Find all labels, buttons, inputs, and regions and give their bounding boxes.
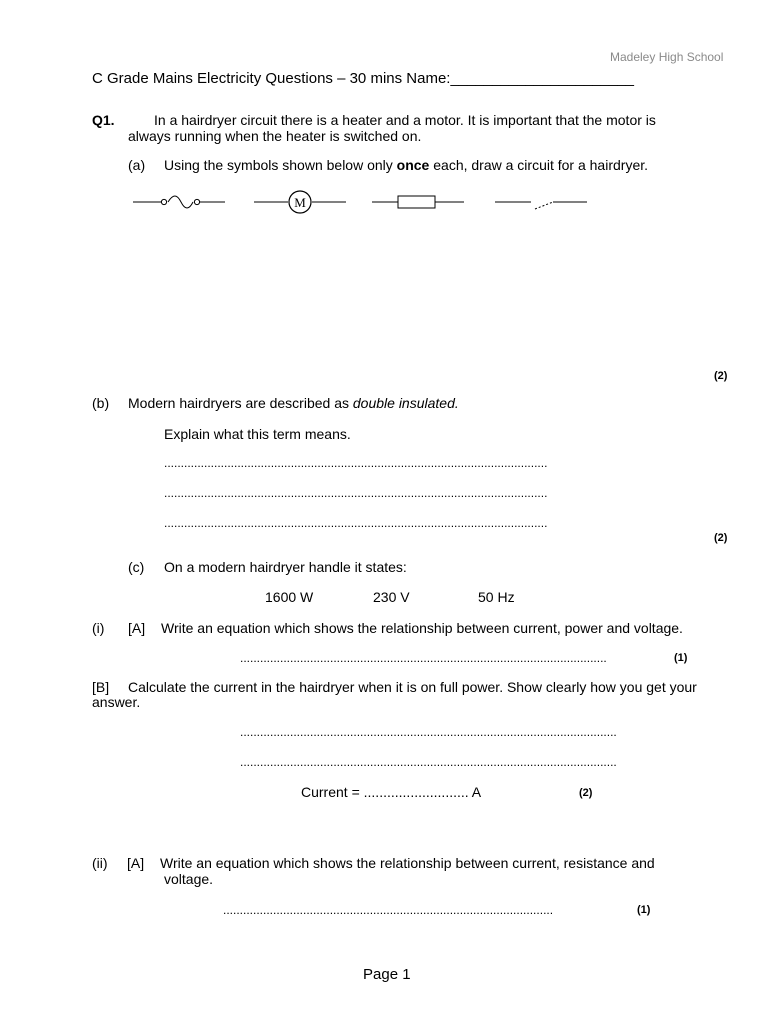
part-ci-a-text: Write an equation which shows the relationship between current, power and voltage. (161, 620, 683, 636)
part-b-label: (b) (92, 395, 110, 411)
resistor-heater-icon (372, 190, 464, 214)
part-cii-label: (ii) (92, 855, 108, 871)
part-b-prompt: Explain what this term means. (164, 426, 351, 442)
working-line[interactable]: ................................................................................................................. (240, 755, 617, 769)
part-c-text: On a modern hairdryer handle it states: (164, 559, 407, 575)
rating-frequency: 50 Hz (478, 589, 515, 605)
rating-power: 1600 W (265, 589, 314, 605)
part-cii-a-marks: (1) (637, 904, 651, 916)
part-a-label: (a) (128, 157, 146, 173)
page-number: Page 1 (363, 966, 411, 983)
switch-icon (495, 190, 587, 214)
part-ci-b-marks: (2) (579, 787, 593, 799)
motor-icon (254, 190, 346, 214)
part-ci-b-text-line1: Calculate the current in the hairdryer when it is on full power. Show clearly how you get your (128, 679, 697, 695)
motor-letter: M (294, 195, 306, 210)
part-a-marks: (2) (714, 370, 728, 382)
answer-line[interactable]: ................................................................................................... (223, 903, 554, 917)
part-b-text: Modern hairdryers are described as double insulated. (128, 395, 459, 411)
q1-intro-line2: always running when the heater is switched on. (128, 128, 422, 144)
page-title: C Grade Mains Electricity Questions – 30 mins Name:______________________ (92, 70, 634, 87)
part-cii-a-label: [A] (127, 855, 145, 871)
part-cii-a-text-line1: Write an equation which shows the relationship between current, resistance and (160, 855, 655, 871)
part-a-text: Using the symbols shown below only once each, draw a circuit for a hairdryer. (164, 157, 649, 173)
part-ci-a-label: [A] (128, 620, 146, 636)
question-number: Q1. (92, 112, 115, 128)
part-cii-a-text-line2: voltage. (164, 871, 214, 887)
part-ci-b-text-line2: answer. (92, 694, 141, 710)
current-answer-field[interactable]: Current = ........................... A (301, 784, 482, 800)
answer-line[interactable]: ................................................................................................................... (164, 516, 548, 530)
working-line[interactable]: ................................................................................................................. (240, 725, 617, 739)
part-b-marks: (2) (714, 532, 728, 544)
school-name: Madeley High School (610, 50, 724, 64)
q1-intro-line1: In a hairdryer circuit there is a heater and a motor. It is important that the motor is (154, 112, 656, 128)
part-ci-label: (i) (92, 620, 105, 636)
part-c-label: (c) (128, 559, 145, 575)
part-ci-a-marks: (1) (674, 652, 688, 664)
rating-voltage: 230 V (373, 589, 410, 605)
ac-supply-icon (133, 190, 225, 214)
part-ci-b-label: [B] (92, 679, 110, 695)
answer-line[interactable]: .............................................................................................................. (240, 651, 607, 665)
answer-line[interactable]: ................................................................................................................... (164, 456, 548, 470)
answer-line[interactable]: ................................................................................................................... (164, 486, 548, 500)
